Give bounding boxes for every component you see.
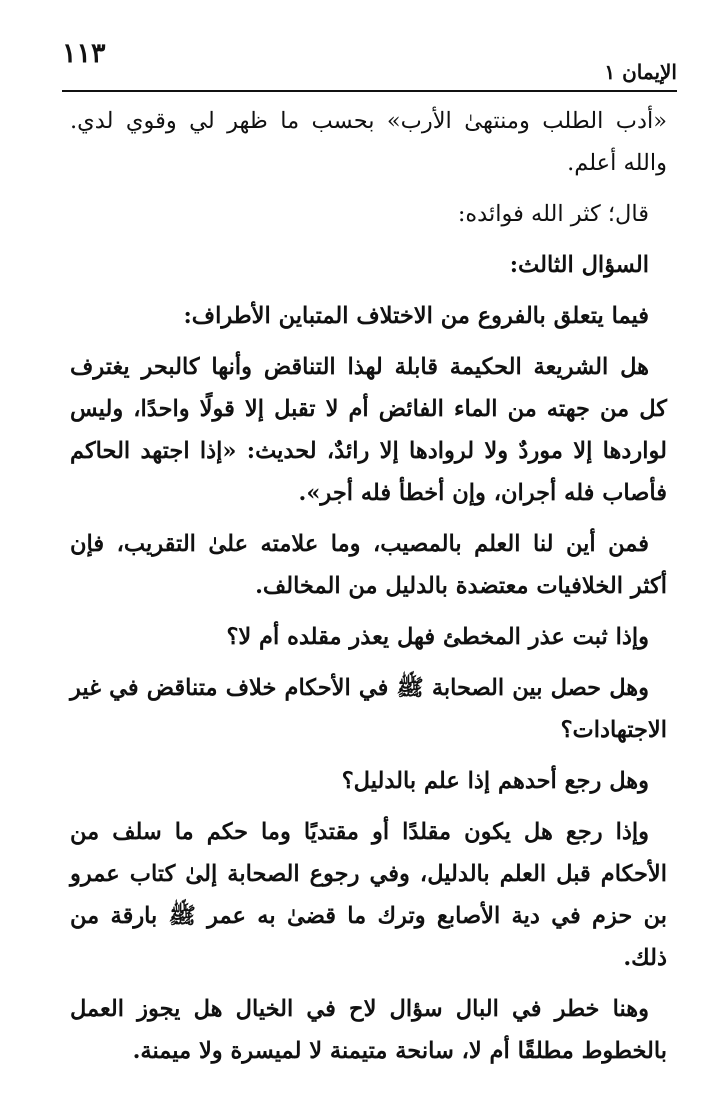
question-paragraph-7: وهنا خطر في البال سؤال لاح في الخيال هل يجوز العمل بالخطوط مطلقًا أم لا، سانحة متيمنة لا لميسرة ولا ميمنة. — [70, 996, 667, 1064]
question-paragraph-4: وهل حصل بين الصحابة ﷺ في الأحكام خلاف متناقض في غير الاجتهادات؟ — [70, 675, 667, 743]
question-paragraph-1: هل الشريعة الحكيمة قابلة لهذا التناقض وأنها كالبحر يغترف كل من جهته من الماء الفائض أم لا تقبل إلا قولًا واحدًا، وليس لواردها إلا موردٌ ولا لروادها إلا رائدٌ، لحديث: «إذا اجتهد الحاكم فأصاب فله أجران، وإن أخطأ فله أجر». — [70, 354, 667, 506]
page-header — [62, 38, 677, 88]
question-subject: فيما يتعلق بالفروع من الاختلاف المتباين الأطراف: — [183, 303, 649, 329]
question-heading: السؤال الثالث: — [509, 252, 649, 278]
question-paragraph-2: فمن أين لنا العلم بالمصيب، وما علامته علىٰ التقريب، فإن أكثر الخلافيات معتضدة بالدليل من المخالف. — [70, 531, 667, 599]
paragraph-qala: قال؛ كثر الله فوائده: — [457, 201, 649, 227]
question-paragraph-6: وإذا رجع هل يكون مقلدًا أو مقتديًا وما حكم ما سلف من الأحكام قبل العلم بالدليل، وفي رجوع الصحابة إلىٰ كتاب عمرو بن حزم في دية الأصابع وترك ما قضىٰ به عمر ﷺ بارقة من ذلك. — [70, 819, 667, 971]
paragraph-closing-previous: «أدب الطلب ومنتهىٰ الأرب» بحسب ما ظهر لي وقوي لدي. والله أعلم. — [70, 108, 667, 176]
running-title: الإيمان ١ — [604, 60, 677, 84]
page-number: ١١٣ — [62, 38, 106, 69]
header-rule — [62, 90, 677, 92]
question-paragraph-5: وهل رجع أحدهم إذا علم بالدليل؟ — [341, 768, 649, 794]
question-paragraph-3: وإذا ثبت عذر المخطئ فهل يعذر مقلده أم لا؟ — [226, 624, 649, 650]
body-text — [70, 100, 667, 1081]
